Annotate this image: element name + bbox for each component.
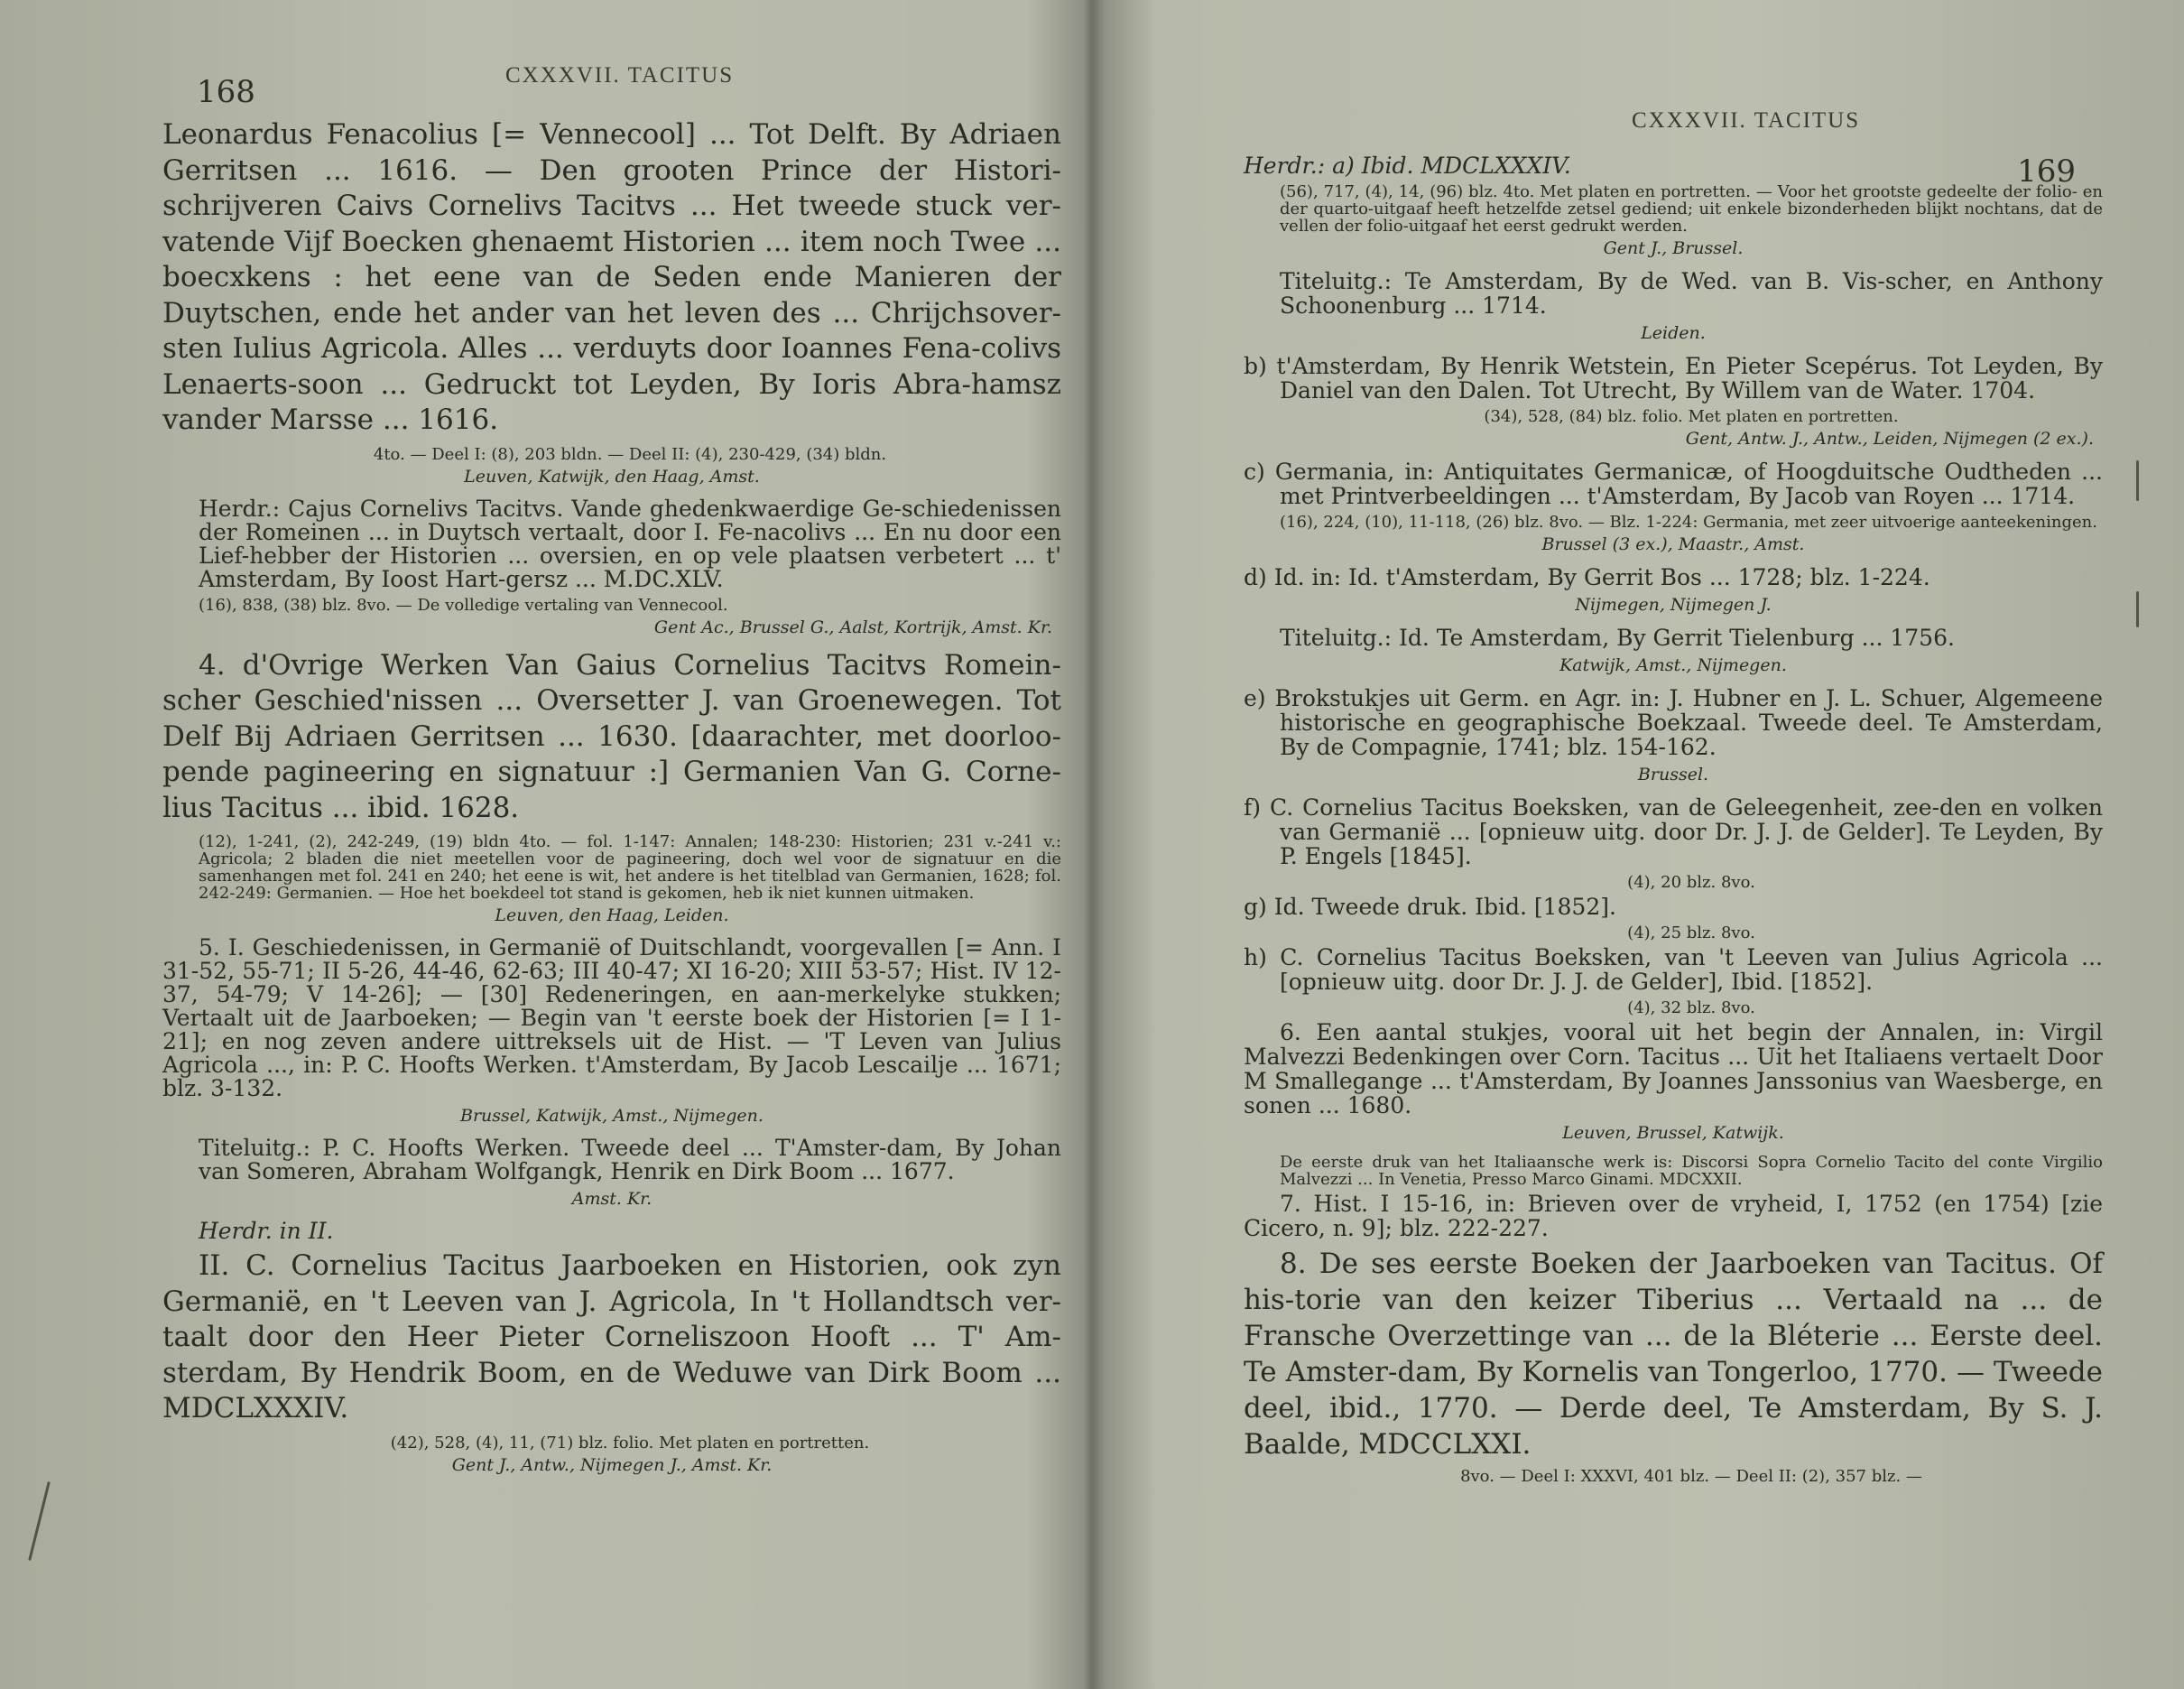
item-b-locations: Gent, Antw. J., Antw., Leiden, Nijmegen (2 ex.).	[1685, 429, 2094, 449]
item-f-note: (4), 20 blz. 8vo.	[1627, 873, 1755, 892]
pencil-mark-right-2	[2136, 591, 2139, 627]
item-b-note: (34), 528, (84) blz. folio. Met platen en portretten.	[1484, 407, 1899, 426]
item-c-note: (16), 224, (10), 11-118, (26) blz. 8vo. — Blz. 1-224: Germania, met zeer uitvoerige aanteekeningen.	[1280, 513, 2097, 532]
entry-5-titeluitg: Titeluitg.: P. C. Hoofts Werken. Tweede deel ... T'Amster-dam, By Johan van Someren, Abraham Wolfgangk, Henrik en Dirk Boom ... 1677.	[199, 1135, 1061, 1184]
item-b: b) t'Amsterdam, By Henrik Wetstein, En Pieter Scepérus. Tot Leyden, By Daniel van den Dalen. Tot Utrecht, By Willem van de Water. 1704.	[1244, 353, 2103, 404]
entry-4-main: 4. d'Ovrige Werken Van Gaius Cornelius Tacitvs Romein-scher Geschied'nissen ... Oversetter J. van Groenewegen. Tot Delf Bij Adriaen Gerritsen ... 1630. [daarachter, met doorloo-pende pagineering en signatuur :] Germanien Van G. Corne-lius Tacitus ... ibid. 1628.	[162, 648, 1061, 824]
entry-6: 6. Een aantal stukjes, vooral uit het begin der Annalen, in: Virgil Malvezzi Bedenkingen over Corn. Tacitus ... Uit het Italiaens vertaelt Door M Smallegange ... t'Amsterdam, By Joannes Janssonius van Waesberge, en sonen ... 1680.	[1244, 1019, 2103, 1118]
left-running-title: CXXXVII. TACITUS	[505, 63, 735, 88]
entry-8-collation: 8vo. — Deel I: XXXVI, 401 blz. — Deel II: (2), 357 blz. —	[1460, 1467, 1922, 1486]
entry-6-locations: Leuven, Brussel, Katwijk.	[1562, 1123, 1784, 1143]
entry-7: 7. Hist. I 15-16, in: Brieven over de vryheid, I, 1752 (en 1754) [zie Cicero, n. 9]; blz. 222-227.	[1244, 1191, 2103, 1241]
left-running-head	[162, 54, 1061, 117]
item-e: e) Brokstukjes uit Germ. en Agr. in: J. Hubner en J. L. Schuer, Algemeene historische en geographische Boekzaal. Tweede deel. Te Amsterdam, By de Compagnie, 1741; blz. 154-162.	[1244, 685, 2103, 760]
entry-5-herdr: Herdr. in II.	[199, 1218, 334, 1244]
item-d-locations: Nijmegen, Nijmegen J.	[1575, 595, 1772, 615]
item-d-titeluitg: Titeluitg.: Id. Te Amsterdam, By Gerrit Tielenburg ... 1756.	[1280, 625, 1955, 651]
entry-3-collation: 4to. — Deel I: (8), 203 bldn. — Deel II: (4), 230-429, (34) bldn.	[373, 444, 887, 464]
pencil-mark	[28, 1481, 51, 1561]
item-d-titeluitg-locations: Katwijk, Amst., Nijmegen.	[1559, 655, 1787, 675]
entry-4-note: (12), 1-241, (2), 242-249, (19) bldn 4to. — fol. 1-147: Annalen; 148-230: Historien; 231 v.-241 v.: Agricola; 2 bladen die niet meetellen voor de pagineering, doch wel voor de signatuur en die samenhangen met fol. 241 en 240; het eene is wit, het andere is het titelblad van Germanien, 1628; fol. 242-249: Germanien. — Hoe het boekdeel tot stand is gekomen, heb ik niet kunnen uitmaken.	[199, 832, 1061, 903]
entry-5-ii-collation: (42), 528, (4), 11, (71) blz. folio. Met platen en portretten.	[390, 1433, 870, 1452]
entry-5-main: 5. I. Geschiedenissen, in Germanië of Duitschlandt, voorgevallen [= Ann. I 31-52, 55-71; II 5-26, 44-46, 62-63; III 40-47; XI 16-20; XIII 53-57; Hist. IV 12-37, 54-79; V 14-26]; — [30] Redeneringen, en aan-merkelyke stukken; Vertaalt uit de Jaarboeken; — Begin van 't eerste boek der Historien [= I 1-21]; en nog zeven andere uittreksels uit de Hist. — 'T Leven van Julius Agricola ..., in: P. C. Hoofts Werken. t'Amsterdam, By Jacob Lescailje ... 1671; blz. 3-132.	[162, 934, 1061, 1101]
item-c-locations: Brussel (3 ex.), Maastr., Amst.	[1541, 534, 1805, 554]
left-page-number: 168	[197, 74, 255, 110]
entry-5-ii-locations: Gent J., Antw., Nijmegen J., Amst. Kr.	[451, 1454, 773, 1475]
entry-6-note: De eerste druk van het Italiaansche werk is: Discorsi Sopra Cornelio Tacito del conte Virgilio Malvezzi ... In Venetia, Presso Marco Ginami. MDCXXII.	[1280, 1153, 2103, 1189]
entry-8: 8. De ses eerste Boeken der Jaarboeken van Tacitus. Of his-torie van den keizer Tiberius ... Vertaald na ... de Fransche Overzettinge van ... de la Bléterie ... Eerste deel. Te Amster-dam, By Kornelis van Tongerloo, 1770. — Tweede deel, ibid., 1770. — Derde deel, Te Amsterdam, By S. J. Baalde, MDCCLXXI.	[1244, 1248, 2103, 1461]
entry-3-herdr-locations: Gent Ac., Brussel G., Aalst, Kortrijk, Amst. Kr.	[653, 617, 1052, 637]
item-h: h) C. Cornelius Tacitus Boeksken, van 't Leeven van Julius Agricola ... [opnieuw uitg. door Dr. J. J. de Gelder], Ibid. [1852].	[1244, 944, 2103, 995]
herdr-a: Herdr.: a) Ibid. MDCLXXXIV.	[1244, 153, 1571, 179]
item-h-note: (4), 32 blz. 8vo.	[1627, 998, 1755, 1017]
entry-5-locations: Brussel, Katwijk, Amst., Nijmegen.	[460, 1106, 763, 1126]
right-page-number: 169	[2017, 153, 2076, 190]
right-page	[1126, 0, 2184, 1689]
entry-3-locations: Leuven, Katwijk, den Haag, Amst.	[464, 466, 760, 487]
entry-5-ii-main: II. C. Cornelius Tacitus Jaarboeken en Historien, ook zyn Germanië, en 't Leeven van J. Agricola, In 't Hollandtsch ver-taalt door den Heer Pieter Corneliszoon Hooft ... T' Am-sterdam, By Hendrik Boom, en de Weduwe van Dirk Boom ... MDCLXXXIV.	[162, 1249, 1061, 1425]
item-d: d) Id. in: Id. t'Amsterdam, By Gerrit Bos ... 1728; blz. 1-224.	[1244, 564, 1930, 590]
pencil-mark-right-1	[2136, 460, 2139, 501]
item-f: f) C. Cornelius Tacitus Boeksken, van de Geleegenheit, zee-den en volken van Germanië ... [opnieuw uitg. door Dr. J. J. de Gelder]. Te Leyden, By P. Engels [1845].	[1244, 794, 2103, 869]
entry-3-herdr: Herdr.: Cajus Cornelivs Tacitvs. Vande ghedenkwaerdige Ge-schiedenissen der Romeinen ... in Duytsch vertaalt, door I. Fe-nacolivs ... En nu door een Lief-hebber der Historien ... oversien, en op vele plaatsen verbetert ... t' Amsterdam, By Ioost Hart-gersz ... M.DC.XLV.	[199, 495, 1061, 592]
entry-3-main: Leonardus Fenacolius [= Vennecool] ... Tot Delft. By Adriaen Gerritsen ... 1616. — Den grooten Prince der Histori-schrijveren Caivs Cornelivs Tacitvs ... Het tweede stuck ver-vatende Vijf Boecken ghenaemt Historien ... item noch Twee ... boecxkens : het eene van de Seden ende Manieren der Duytschen, ende het ander van het leven des ... Chrijchsover-sten Iulius Agricola. Alles ... verduyts door Ioannes Fena-colivs Lenaerts-soon ... Gedruckt tot Leyden, By Ioris Abra-hamsz vander Marsse ... 1616.	[162, 118, 1061, 436]
entry-4-locations: Leuven, den Haag, Leiden.	[495, 905, 729, 925]
herdr-a-note: (56), 717, (4), 14, (96) blz. 4to. Met platen en portretten. — Voor het grootste gedeelte der folio- en der quarto-uitgaaf heeft hetzelfde zetsel gediend; uit enkele bizonderheden blijkt nochtans, dat de vellen der folio-uitgaaf het eerst gedrukt werden.	[1280, 182, 2103, 236]
entry-3-herdr-collation: (16), 838, (38) blz. 8vo. — De volledige vertaling van Vennecool.	[199, 595, 728, 615]
item-g: g) Id. Tweede druk. Ibid. [1852].	[1244, 894, 1616, 920]
item-g-note: (4), 25 blz. 8vo.	[1627, 923, 1755, 942]
right-running-title: CXXXVII. TACITUS	[1632, 108, 1861, 133]
herdr-a-titeluitg-locations: Leiden.	[1641, 323, 1706, 343]
herdr-a-locations: Gent J., Brussel.	[1603, 238, 1744, 258]
item-c: c) Germania, in: Antiquitates Germanicæ, of Hoogduitsche Oudtheden ... met Printverbeeldingen ... t'Amsterdam, By Jacob van Royen ... 1714.	[1244, 459, 2103, 509]
entry-5-titeluitg-locations: Amst. Kr.	[571, 1189, 652, 1209]
herdr-a-titeluitg: Titeluitg.: Te Amsterdam, By de Wed. van B. Vis-scher, en Anthony Schoonenburg ... 1714.	[1280, 268, 2103, 319]
item-e-locations: Brussel.	[1637, 765, 1709, 784]
